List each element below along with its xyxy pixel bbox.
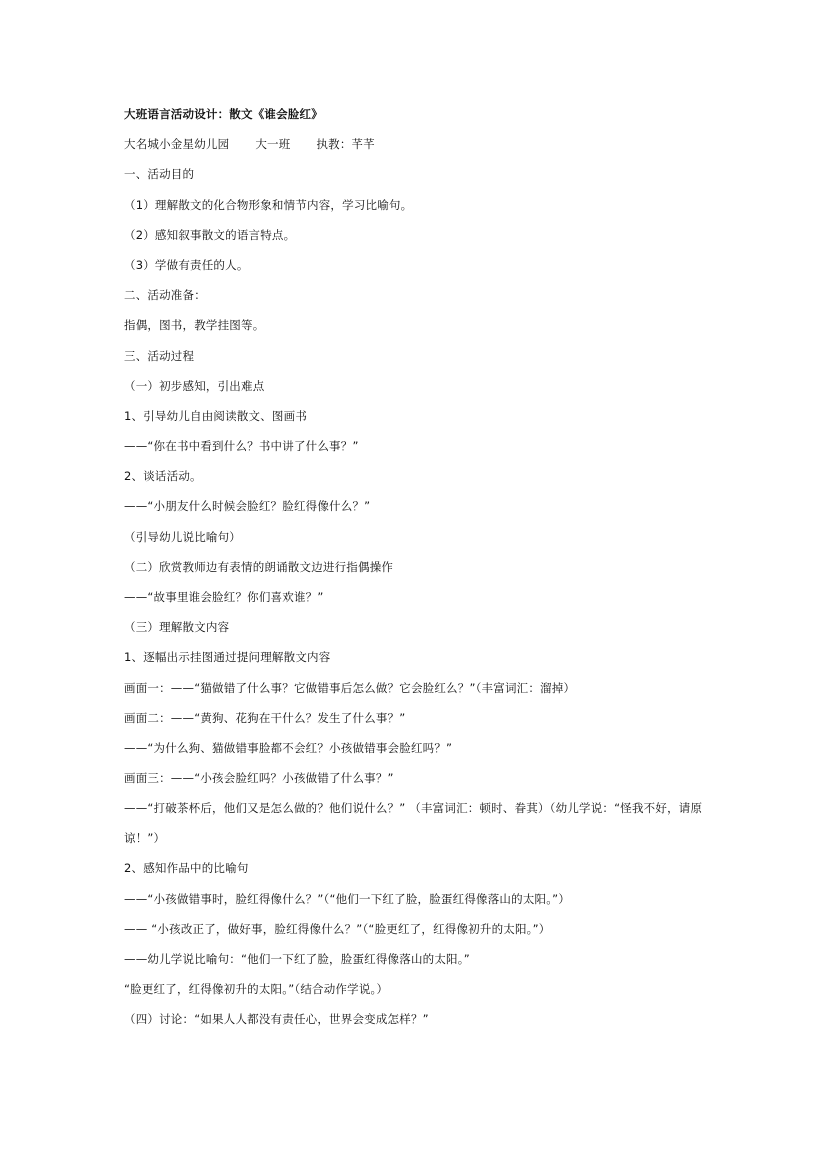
section-heading: 一、活动目的 [124, 167, 195, 182]
section-heading: 二、活动准备： [124, 288, 206, 303]
paragraph: “脸更红了，红得像初升的太阳。”（结合动作学说。） [124, 982, 389, 997]
paragraph: （3）学做有责任的人。 [124, 257, 249, 272]
paragraph: （1）理解散文的化合物形象和情节内容，学习比喻句。 [124, 197, 413, 212]
paragraph: （2）感知叙事散文的语言特点。 [124, 227, 296, 242]
subsection-heading: （三）理解散文内容 [124, 620, 230, 635]
document-meta [124, 136, 704, 152]
subsection-heading: （四）讨论：“如果人人都没有责任心，世界会变成怎样？” [124, 1012, 429, 1027]
teacher-name: 执教：芊芊 [316, 137, 375, 152]
paragraph: ——“小孩做错事时，脸红得像什么？”（“他们一下红了脸，脸蛋红得像落山的太阳。”） [124, 891, 571, 906]
paragraph: 2、谈话活动。 [124, 469, 202, 484]
paragraph: （引导幼儿说比喻句） [124, 529, 241, 544]
paragraph: ——“为什么狗、猫做错事脸都不会红？小孩做错事会脸红吗？” [124, 740, 453, 755]
paragraph: 画面一：——“猫做错了什么事？它做错事后怎么做？它会脸红么？”（丰富词汇：溜掉） [124, 680, 576, 695]
subsection-heading: （一）初步感知，引出难点 [124, 378, 265, 393]
paragraph: ——“故事里谁会脸红？你们喜欢谁？” [124, 590, 324, 604]
document-title: 大班语言活动设计：散文《谁会脸红》 [124, 107, 323, 121]
paragraph: 1、逐幅出示挂图通过提问理解散文内容 [124, 650, 331, 665]
paragraph: 指偶，图书，教学挂图等。 [124, 318, 265, 333]
paragraph: 1、引导幼儿自由阅读散文、图画书 [124, 408, 308, 423]
paragraph: 画面三：——“小孩会脸红吗？小孩做错了什么事？” [124, 771, 394, 786]
document-page [124, 106, 704, 1041]
paragraph-wrapped: ——“打破茶杯后，他们又是怎么做的？他们说什么？” （丰富词汇：顿时、眷萁）（幼儿学说：“怪我不好，请原谅！”） [124, 801, 703, 846]
school-name: 大名城小金星幼儿园 [124, 137, 230, 152]
paragraph: 画面二：——“黄狗、花狗在干什么？发生了什么事？” [124, 710, 406, 725]
paragraph: ——幼儿学说比喻句：“他们一下红了脸，脸蛋红得像落山的太阳。” [124, 951, 470, 966]
section-heading: 三、活动过程 [124, 348, 195, 363]
subsection-heading: （二）欣赏教师边有表情的朗诵散文边进行指偶操作 [124, 559, 394, 574]
paragraph: ——“小朋友什么时候会脸红？脸红得像什么？” [124, 499, 371, 514]
paragraph: 2、感知作品中的比喻句 [124, 861, 249, 876]
paragraph: ——“你在书中看到什么？书中讲了什么事？” [124, 439, 359, 454]
paragraph: —— “小孩改正了，做好事，脸红得像什么？”（“脸更红了，红得像初升的太阳。”） [124, 921, 551, 936]
class-name: 大一班 [255, 137, 291, 152]
